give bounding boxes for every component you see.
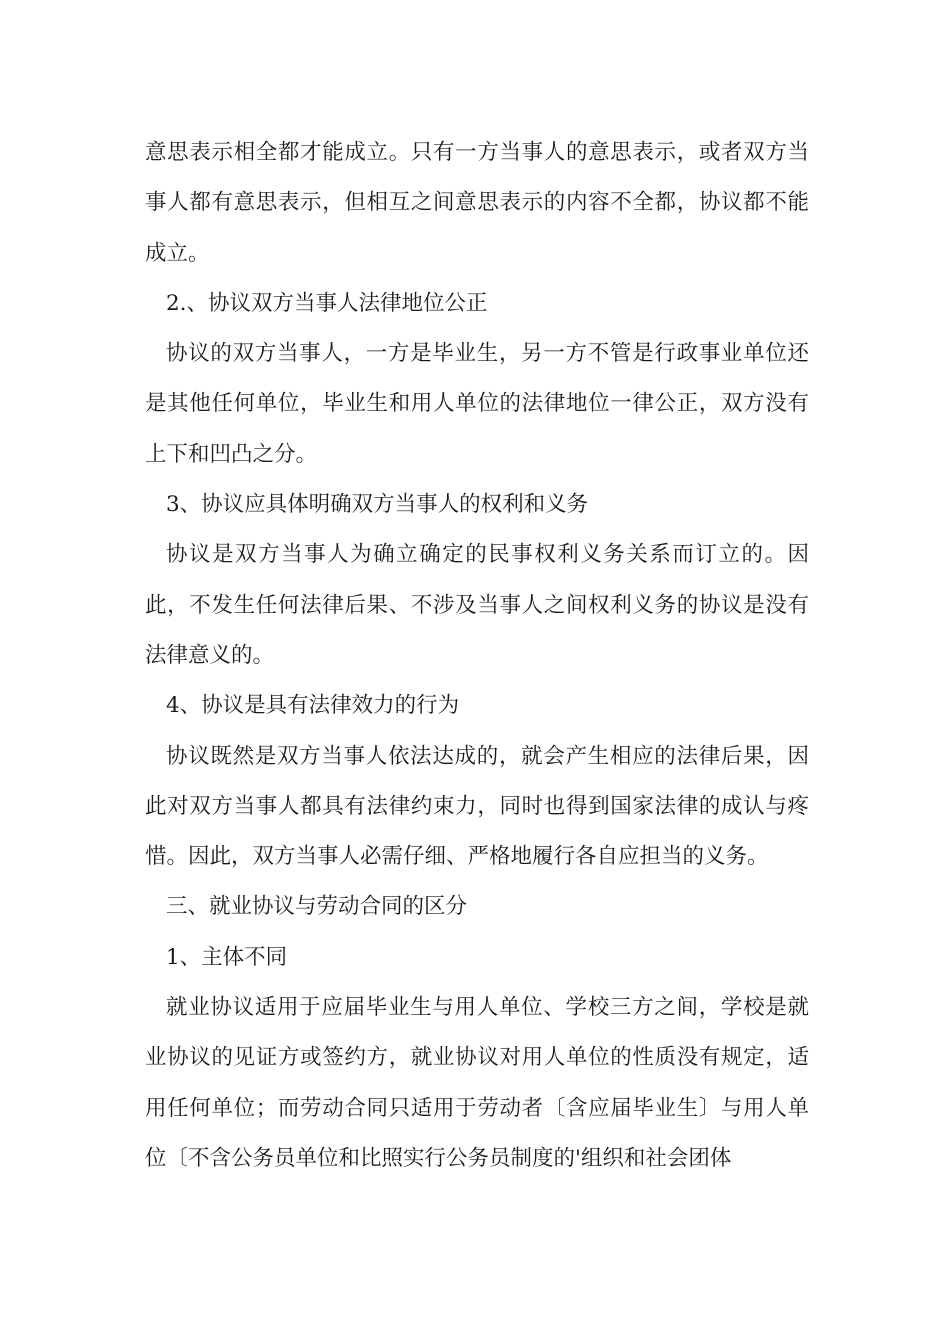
- paragraph-consensus-continued: 意思表示相全都才能成立。只有一方当事人的意思表示，或者双方当事人都有意思表示，但相互之间意思表示的内容不全都，协议都不能成立。: [145, 140, 809, 266]
- heading-legal-effect: 4、协议是具有法律效力的行为: [166, 693, 460, 719]
- paragraph-rights-obligations: 协议是双方当事人为确立确定的民事权利义务关系而订立的。因此，不发生任何法律后果、不涉及当事人之间权利义务的协议是没有法律意义的。: [145, 542, 809, 668]
- heading-rights-obligations: 3、协议应具体明确双方当事人的权利和义务: [166, 492, 589, 518]
- paragraph-equal-legal-status: 协议的双方当事人，一方是毕业生，另一方不管是行政事业单位还是其他任何单位，毕业生和用人单位的法律地位一律公正，双方没有上下和凹凸之分。: [145, 341, 809, 467]
- heading-equal-legal-status: 2.、协议双方当事人法律地位公正: [166, 290, 488, 316]
- heading-section-three: 三、就业协议与劳动合同的区分: [166, 894, 468, 920]
- paragraph-legal-effect: 协议既然是双方当事人依法达成的，就会产生相应的法律后果，因此对双方当事人都具有法律约束力，同时也得到国家法律的成认与疼惜。因此，双方当事人必需仔细、严格地履行各自应担当的义务。: [145, 743, 809, 870]
- heading-different-subjects: 1、主体不同: [166, 944, 288, 970]
- paragraph-different-subjects: 就业协议适用于应届毕业生与用人单位、学校三方之间，学校是就业协议的见证方或签约方，就业协议对用人单位的性质没有规定，适用任何单位；而劳动合同只适用于劳动者〔含应届毕业生〕与用人单位〔不含公务员单位和比照实行公务员制度的'组织和社会团体: [145, 995, 809, 1171]
- document-body: [145, 128, 809, 1184]
